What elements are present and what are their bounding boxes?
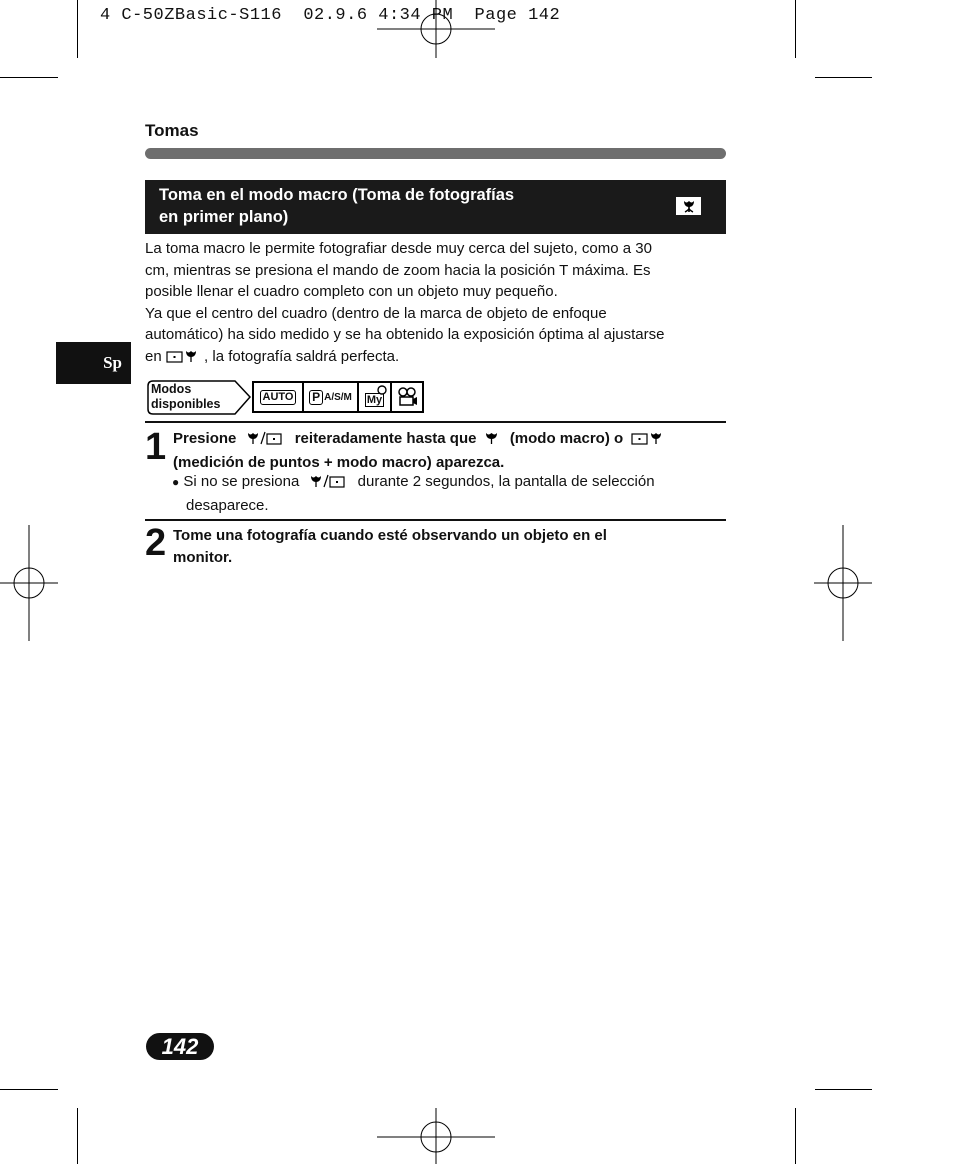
step-1-number: 1: [145, 426, 167, 468]
section-divider-bar: [145, 148, 726, 159]
registration-mark-bottom: [377, 1108, 495, 1164]
intro-line: cm, mientras se presiona el mando de zoom hacia la posición T máxima. Es: [145, 261, 651, 279]
step-1-note-line-1: ● Si no se presiona durante 2 segundos, la pantalla de selección: [172, 471, 727, 495]
intro-line: Ya que el centro del cuadro (dentro de la marca de objeto de enfoque: [145, 304, 607, 322]
step-2-line-1: Tome una fotografía cuando esté observando un objeto en el: [173, 527, 607, 544]
mode-auto: AUTO: [254, 383, 304, 411]
print-slug-line: 4 C-50ZBasic-S116 02.9.6 4:34 PM Page 142: [100, 6, 561, 25]
page-number: 142: [146, 1033, 214, 1060]
modes-label: [151, 382, 220, 411]
language-tab: Sp: [56, 342, 131, 384]
step-1-note-line-2: desaparece.: [186, 496, 269, 514]
step-1-line-2: (medición de puntos + modo macro) aparezca.: [173, 453, 505, 471]
spot-macro-icon: [166, 348, 200, 370]
scene-portrait-icon: [377, 385, 387, 395]
step-2-instruction: [173, 525, 728, 568]
step-2-number: 2: [145, 522, 167, 564]
intro-line-last: [145, 346, 725, 370]
intro-suffix: , la fotografía saldrá perfecta.: [204, 347, 400, 365]
macro-flower-icon: [676, 197, 701, 215]
macro-spot-button-icon: [247, 430, 283, 452]
section-title-box: [145, 180, 726, 234]
available-modes-box: [252, 381, 424, 413]
intro-line: posible llenar el cuadro completo con un objeto muy pequeño.: [145, 283, 558, 300]
step-2-rule: [145, 519, 726, 521]
step-2-line-2: monitor.: [173, 548, 233, 566]
registration-mark-right: [814, 525, 872, 641]
intro-line: La toma macro le permite fotografiar desde muy cerca del sujeto, como a 30: [145, 240, 652, 257]
intro-paragraph: [145, 238, 725, 369]
intro-line: automático) ha sido medido y se ha obtenido la exposición óptima al ajustarse: [145, 326, 665, 343]
step-1-rule: [145, 421, 726, 423]
macro-flower-icon: [485, 430, 498, 452]
intro-prefix: en: [145, 347, 162, 365]
title-line-2: en primer plano): [159, 208, 289, 226]
modes-label-line-1: Modos: [151, 382, 192, 396]
modes-label-line-2: disponibles: [151, 396, 221, 411]
title-line-1: Toma en el modo macro (Toma de fotografías: [159, 186, 515, 204]
mode-movie: [392, 383, 422, 411]
step-1-note: [172, 471, 727, 516]
registration-mark-left: [0, 525, 58, 641]
spot-macro-icon: [631, 430, 665, 452]
mode-pasm: P A/S/M: [304, 383, 359, 411]
step-1-line-1: Presione reiteradamente hasta que (modo macro) o: [173, 428, 728, 452]
registration-mark-top: [377, 0, 495, 58]
section-label: Tomas: [145, 121, 199, 140]
mode-my: My: [359, 383, 392, 411]
step-1-instruction: [173, 428, 728, 473]
macro-spot-button-icon: [310, 473, 346, 495]
movie-camera-icon: [396, 387, 418, 407]
